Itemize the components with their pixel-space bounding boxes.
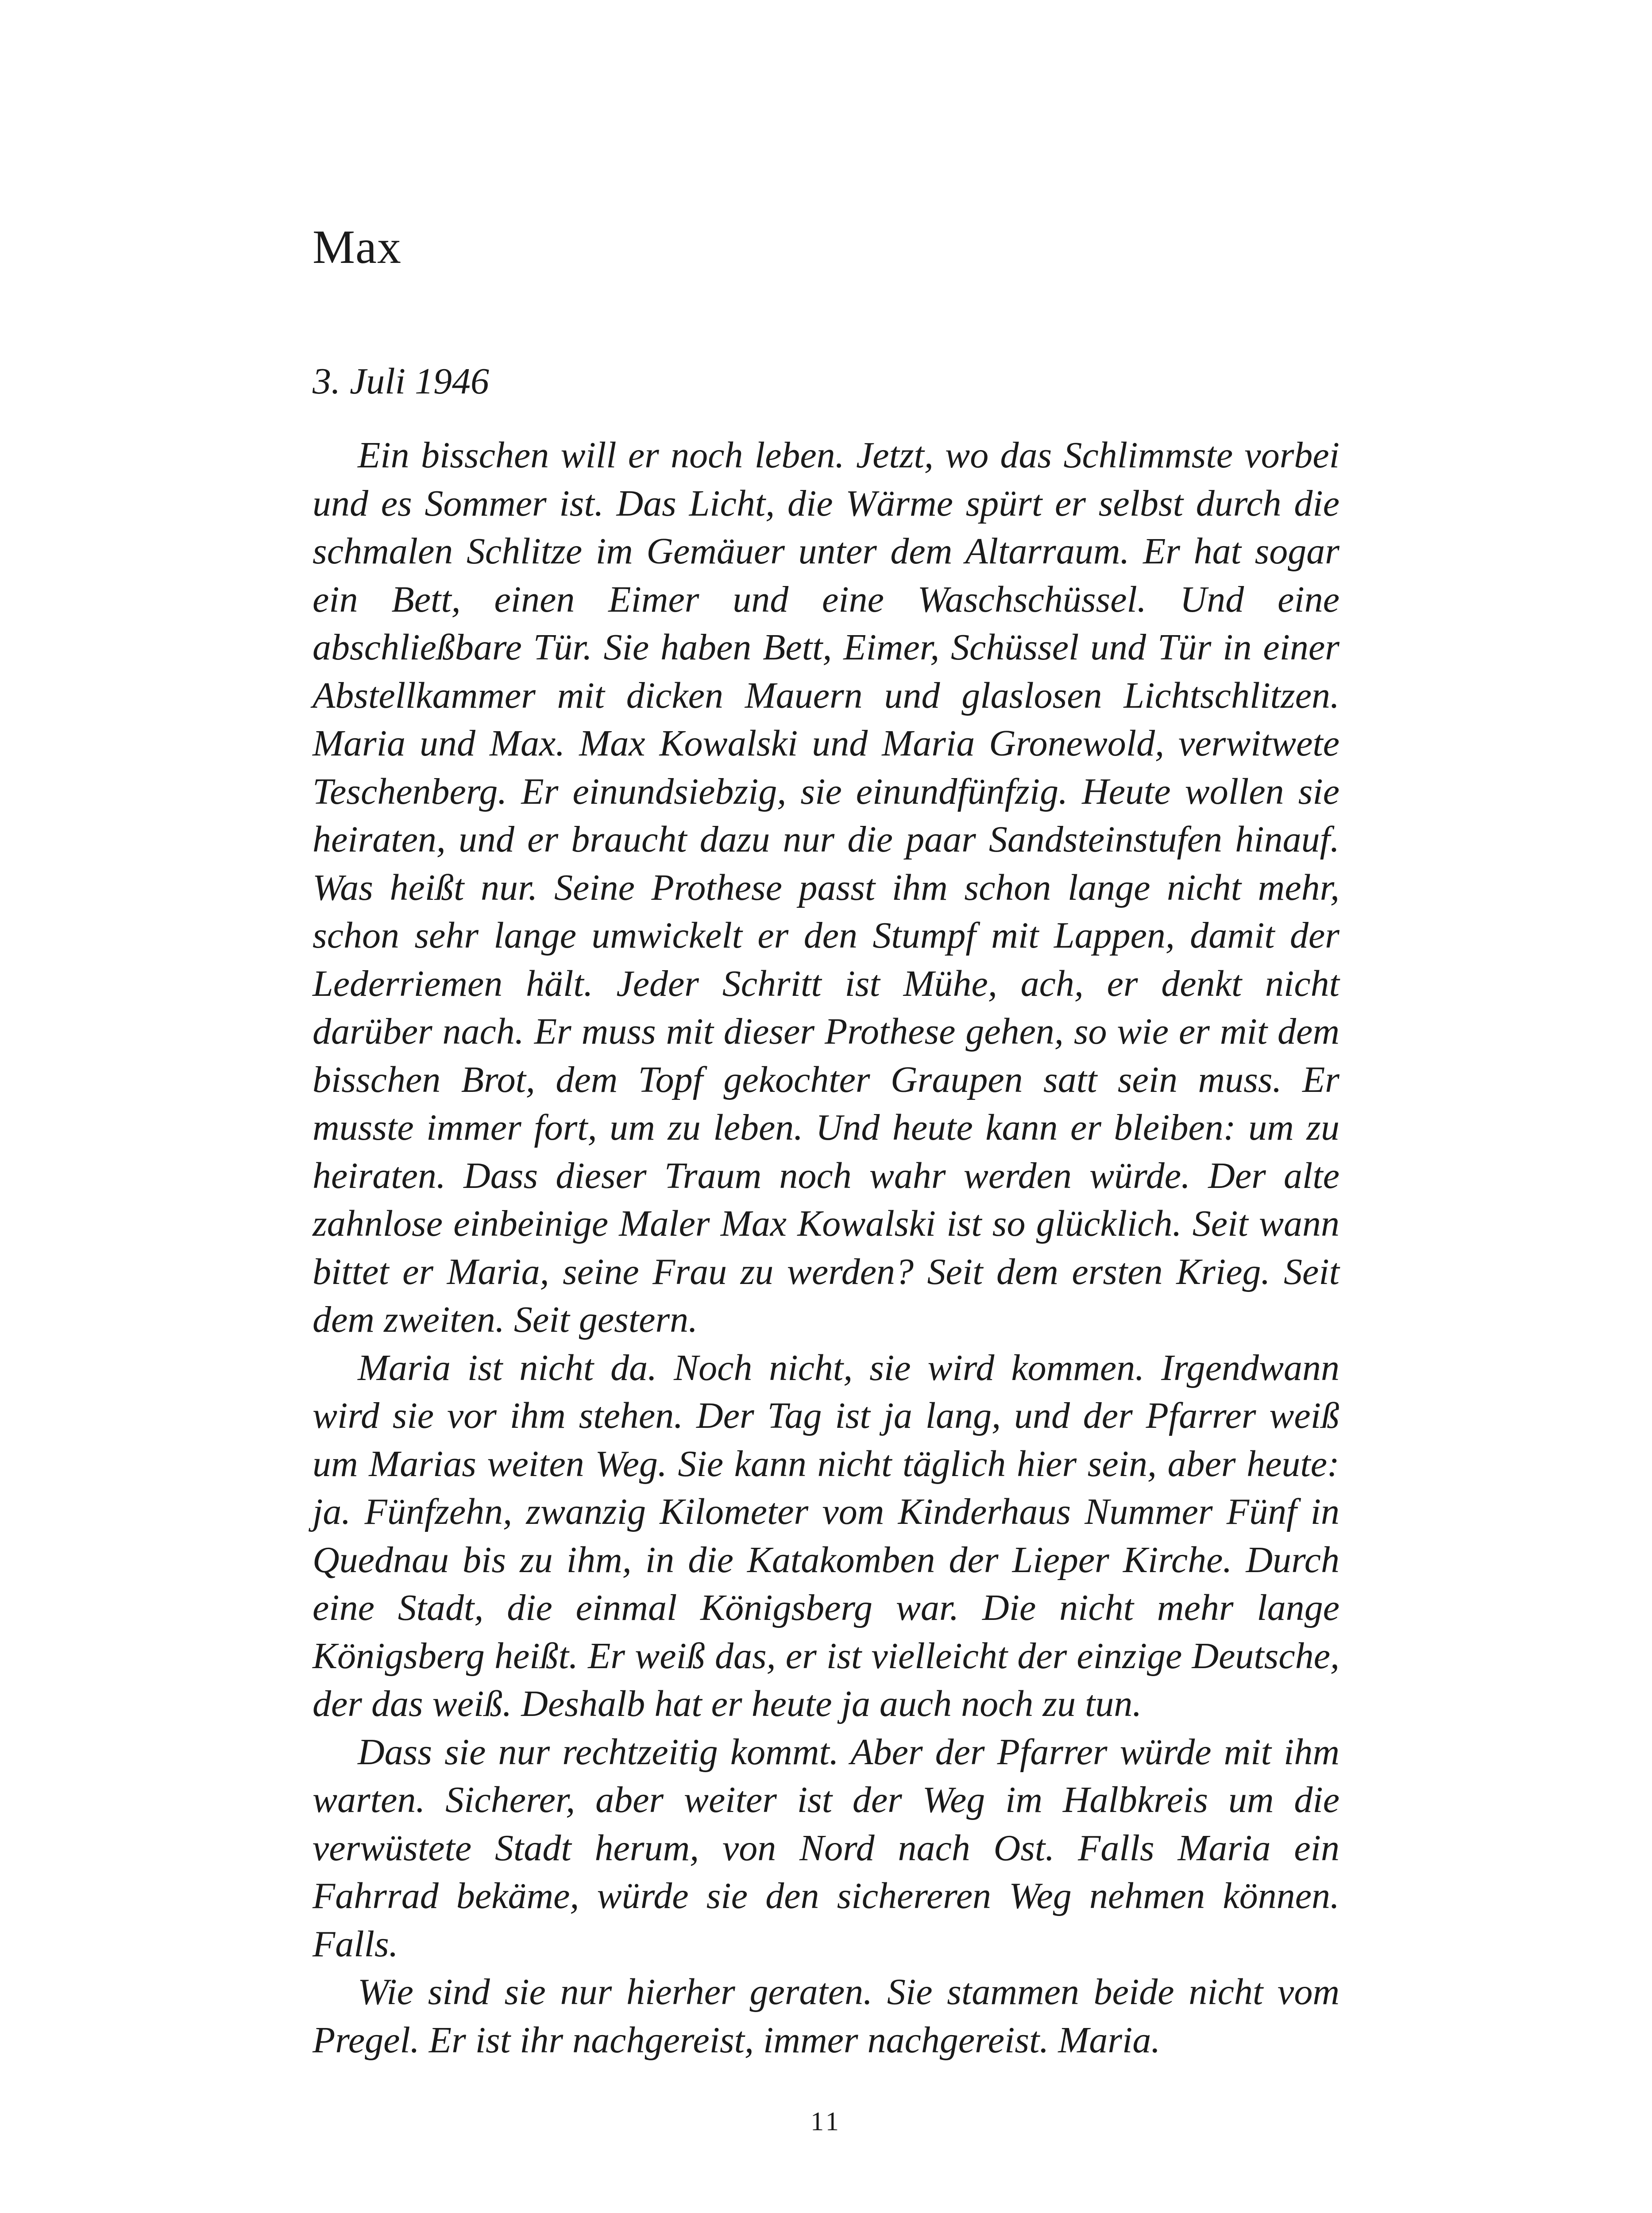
paragraph: Maria ist nicht da. Noch nicht, sie wird kommen. Irgendwann wird sie vor ihm stehen. Der Tag ist ja lang, und der Pfarrer weiß um Marias weiten Weg. Sie kann nicht täglich hier sein, aber heute: ja. Fünfzehn, zwanzig Kilometer vom Kinderhaus Nummer Fünf in Quednau bis zu ihm, in die Katakomben der Lieper Kirche. Durch eine Stadt, die einmal Königsberg war. Die nicht mehr lange Königsberg heißt. Er weiß das, er ist vielleicht der einzige Deutsche, der das weiß. Deshalb hat er heute ja auch noch zu tun. (313, 1347, 1339, 1724)
page-number: 11 (811, 2107, 841, 2136)
chapter-date: 3. Juli 1946 (313, 361, 489, 402)
paragraph: Wie sind sie nur hierher geraten. Sie stammen beide nicht vom Pregel. Er ist ihr nachgereist, immer nachgereist. Maria. (313, 1971, 1339, 2061)
paragraph: Ein bisschen will er noch leben. Jetzt, wo das Schlimmste vorbei und es Sommer ist. Das Licht, die Wärme spürt er selbst durch die schmalen Schlitze im Gemäuer unter dem Altarraum. Er hat sogar ein Bett, einen Eimer und eine Waschschüssel. Und eine abschließbare Tür. Sie haben Bett, Eimer, Schüssel und Tür in einer Abstellkammer mit dicken Mauern und glaslosen Lichtschlitzen. Maria und Max. Max Kowalski und Maria Gronewold, verwitwete Teschenberg. Er einundsiebzig, sie einundfünfzig. Heute wollen sie heiraten, und er braucht dazu nur die paar Sandsteinstufen hinauf. Was heißt nur. Seine Prothese passt ihm schon lange nicht mehr, schon sehr lange umwickelt er den Stumpf mit Lappen, damit der Lederriemen hält. Jeder Schritt ist Mühe, ach, er denkt nicht darüber nach. Er muss mit dieser Prothese gehen, so wie er mit dem bisschen Brot, dem Topf gekochter Graupen satt sein muss. Er musste immer fort, um zu leben. Und heute kann er bleiben: um zu heiraten. Dass dieser Traum noch wahr werden würde. Der alte zahnlose einbeinige Maler Max Kowalski ist so glücklich. Seit wann bittet er Maria, seine Frau zu werden? Seit dem ersten Krieg. Seit dem zweiten. Seit gestern. (313, 435, 1339, 1340)
paragraph: Dass sie nur rechtzeitig kommt. Aber der Pfarrer würde mit ihm warten. Sicherer, aber weiter ist der Weg im Halbkreis um die verwüstete Stadt herum, von Nord nach Ost. Falls Maria ein Fahrrad bekäme, würde sie den sichereren Weg nehmen können. Falls. (313, 1731, 1339, 1965)
body-text (313, 432, 1339, 2064)
chapter-title: Max (313, 221, 401, 274)
